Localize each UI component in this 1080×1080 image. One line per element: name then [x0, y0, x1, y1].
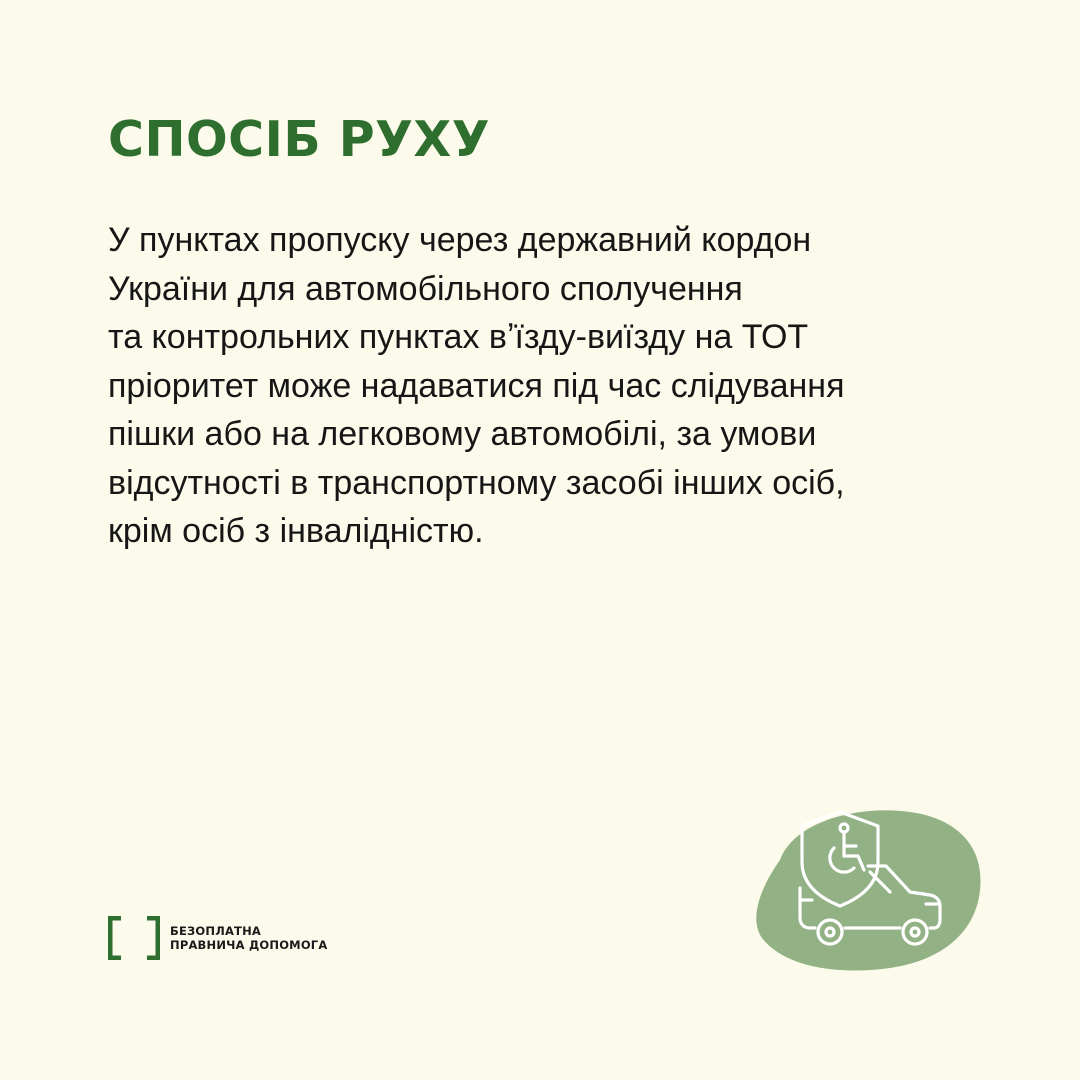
bracket-logo-icon [108, 916, 160, 960]
body-line: відсутності в транспортному засобі інших осіб, [108, 463, 845, 502]
logo-line-1: БЕЗОПЛАТНА [170, 924, 262, 938]
body-line: та контрольних пунктах вʼїзду-виїзду на ТОТ [108, 318, 809, 356]
body-line: У пунктах пропуску через державний кордон [108, 221, 812, 259]
brand-logo [108, 916, 327, 960]
logo-line-2: ПРАВНИЧА ДОПОМОГА [170, 938, 328, 952]
logo-text [170, 924, 327, 952]
car-wheelchair-shield-icon [740, 800, 1000, 980]
body-line: України для автомобільного сполучення [108, 269, 743, 308]
body-line: пріоритет може надаватися під час слідування [108, 366, 845, 405]
green-blob-shape [756, 810, 980, 970]
body-line: пішки або на легковому автомобілі, за умови [108, 415, 817, 453]
body-line: крім осіб з інвалідністю. [108, 512, 484, 550]
page-title: СПОСІБ РУХУ [108, 111, 490, 168]
body-paragraph [108, 216, 988, 556]
